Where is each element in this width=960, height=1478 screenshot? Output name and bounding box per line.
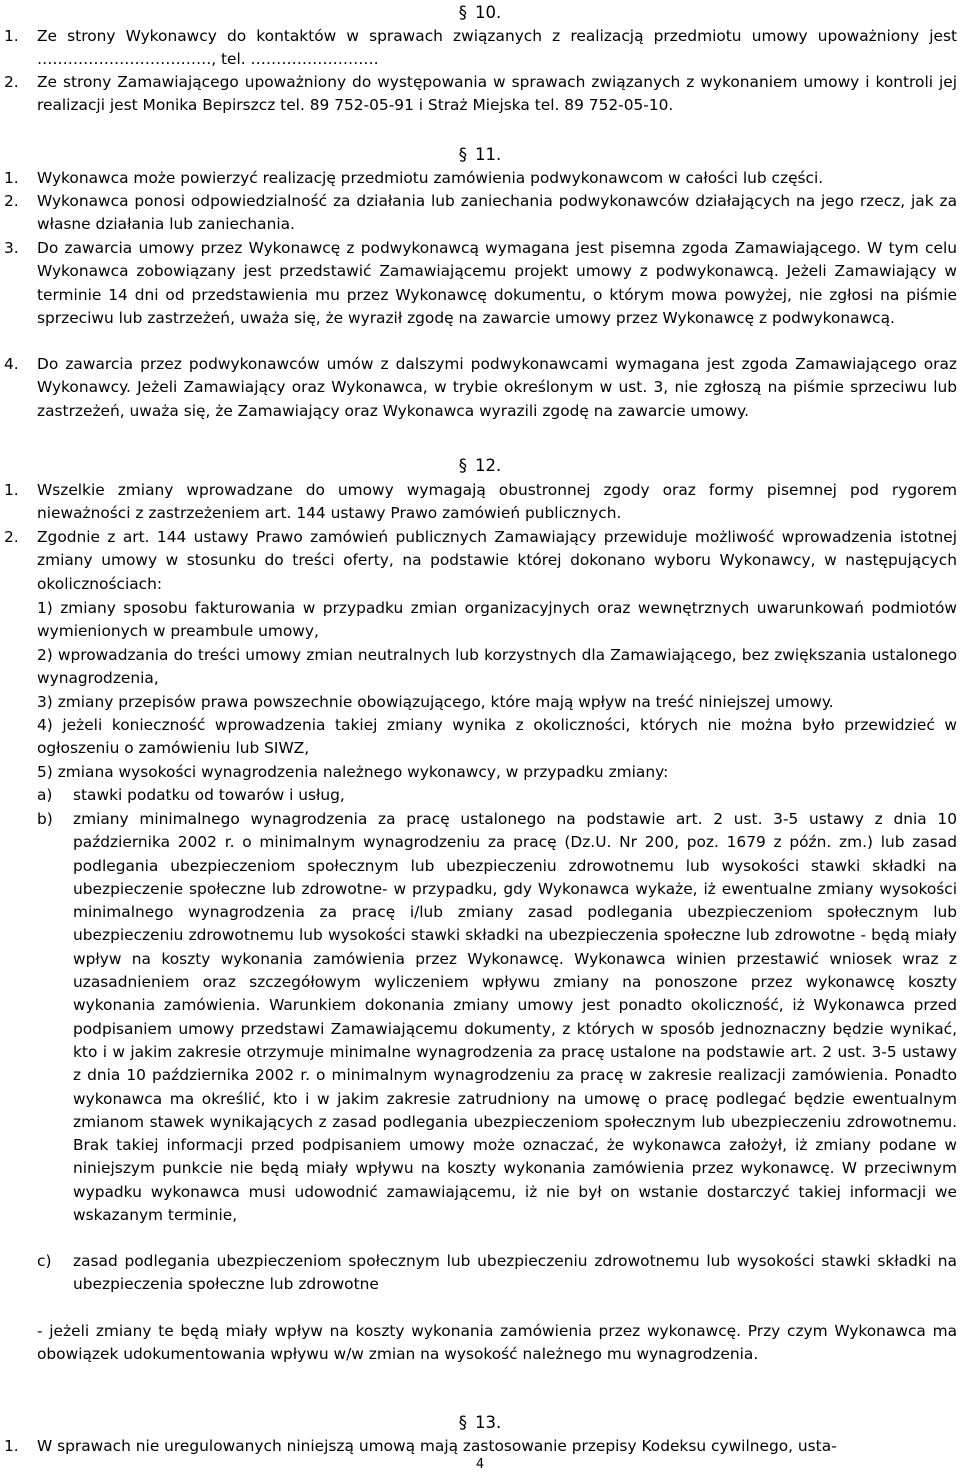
section-number: 12. (475, 456, 502, 475)
paragraph-number: 1. (4, 169, 19, 187)
paragraph-number: 2. (4, 528, 19, 546)
paragraph-text: Zgodnie z art. 144 ustawy Prawo zamówień publicznych Zamawiający przewiduje możliwość wprowadzenia istotnej zmiany umowy w stosunku do treści oferty, na podstawie której dokonano wyboru Wykonawcy, w następujących okolicznościach: (37, 528, 957, 593)
paragraph-number: 4. (4, 355, 19, 373)
paragraph-number: 1. (4, 27, 19, 45)
paragraph-text: Do zawarcia przez podwykonawców umów z dalszymi podwykonawcami wymagana jest zgoda Zamawiającego oraz Wykonawcy. Jeżeli Zamawiający oraz Wykonawca, w trybie określonym w ust. 3, nie zgłoszą na piśmie sprzeciwu lub zastrzeżeń, uważa się, że Zamawiający oraz Wykonawca wyrazili zgodę na zawarcie umowy. (37, 355, 957, 420)
section-heading-13 (0, 1412, 960, 1434)
section-symbol: § (458, 145, 467, 164)
section-number: 10. (475, 3, 502, 22)
list-item: 5) zmiana wysokości wynagrodzenia należnego wykonawcy, w przypadku zmiany: (37, 763, 669, 781)
page-number: 4 (475, 1457, 485, 1472)
paragraph-number: 2. (4, 73, 19, 91)
paragraph-number: 3. (4, 239, 19, 257)
list-item: 4) jeżeli konieczność wprowadzenia takiej zmiany wynika z okoliczności, których nie można było przewidzieć w ogłoszeniu o zamówieniu lub SIWZ, (37, 716, 957, 758)
sub-item-text: zasad podlegania ubezpieczeniom społecznym lub ubezpieczeniu zdrowotnemu lub wysokości stawki składki na ubezpieczenia społeczne lub zdrowotne (73, 1252, 957, 1294)
sub-item-text: zmiany minimalnego wynagrodzenia za pracę ustalonego na podstawie art. 2 ust. 3-5 ustawy z dnia 10 października 2002 r. o minimalnym wynagrodzeniu za pracę (Dz.U. Nr 200, poz. 1679 z późn. zm.) lub zasad podlegania ubezpieczeniom społecznym lub ubezpieczeniu zdrowotnemu lub wysokości stawki składki na ubezpieczenie społeczne lub zdrowotne- w przypadku, gdy Wykonawca wykaże, iż ewentualne zmiany wysokości minimalnego wynagrodzenia za pracę i/lub zmiany zasad podlegania ubezpieczeniom społecznym lub ubezpieczeniu zdrowotnemu lub wysokości stawki składki na ubezpieczenia społeczne lub zdrowotne - będą miały wpływ na koszty wykonania zamówienia przez Wykonawcę. Wykonawca winien przestawić wniosek wraz z uzasadnieniem oraz szczegółowym wyliczeniem wpływu zmiany na ponoszone przez wykonawcę koszty wykonania zamówienia. Warunkiem dokonania zmiany umowy jest ponadto okoliczność, iż Wykonawca przed podpisaniem umowy przedstawi Zamawiającemu dokumenty, z których w sposób jednoznaczny będzie wynikać, kto i w jakim zakresie otrzymuje minimalne wynagrodzenia za pracę ustalone na podstawie art. 2 ust. 3-5 ustawy z dnia 10 października 2002 r. o minimalnym wynagrodzeniu za pracę w zakresie realizacji zamówienia. Ponadto wykonawca ma określić, kto i w jakim zakresie zatrudniony na umowę o pracę podlegać będzie ewentualnym zmianom stawek wynikających z zasad podlegania ubezpieczeniom społecznym lub ubezpieczeniu zdrowotnemu. Brak takiej informacji przed podpisaniem umowy może oznaczać, że wykonawca założył, iż zmiany podane w niniejszym punkcie nie będą miały wpływu na koszty wykonania zamówienia przez wykonawcę. W przeciwnym wypadku wykonawca musi udowodnić zamawiającemu, iż nie był on wstanie dostarczyć takiej informacji we wskazanym terminie, (73, 810, 957, 1225)
section-symbol: § (458, 1413, 467, 1432)
section-heading-12 (0, 455, 960, 477)
paragraph-number: 1. (4, 481, 19, 499)
section-symbol: § (458, 3, 467, 22)
sub-item-label: b) (37, 810, 53, 828)
paragraph-text: Wykonawca może powierzyć realizację przedmiotu zamówienia podwykonawcom w całości lub części. (37, 169, 824, 187)
paragraph-text: Wszelkie zmiany wprowadzane do umowy wymagają obustronnej zgody oraz formy pisemnej pod rygorem nieważności z zastrzeżeniem art. 144 ustawy Prawo zamówień publicznych. (37, 481, 957, 523)
paragraph-text: W sprawach nie uregulowanych niniejszą umową mają zastosowanie przepisy Kodeksu cywilnego, usta- (37, 1437, 837, 1455)
section-symbol: § (458, 456, 467, 475)
section-heading-11 (0, 144, 960, 166)
section-heading-10 (0, 2, 960, 24)
paragraph-text: Ze strony Zamawiającego upoważniony do występowania w sprawach związanych z wykonaniem umowy i kontroli jej realizacji jest Monika Bepirszcz tel. 89 752-05-91 i Straż Miejska tel. 89 752-05-10. (37, 73, 957, 115)
paragraph-text: - jeżeli zmiany te będą miały wpływ na koszty wykonania zamówienia przez wykonawcę. Przy czym Wykonawca ma obowiązek udokumentowania wpływu w/w zmian na wysokość należnego mu wynagrodzenia. (37, 1322, 957, 1364)
list-item: 1) zmiany sposobu fakturowania w przypadku zmian organizacyjnych oraz wewnętrznych uwarunkowań podmiotów wymienionych w preambule umowy, (37, 599, 957, 641)
sub-item-label: c) (37, 1252, 52, 1270)
sub-item-label: a) (37, 786, 53, 804)
list-item: 2) wprowadzania do treści umowy zmian neutralnych lub korzystnych dla Zamawiającego, bez zwiększania ustalonego wynagrodzenia, (37, 646, 957, 688)
section-number: 13. (475, 1413, 502, 1432)
section-number: 11. (475, 145, 502, 164)
paragraph-number: 1. (4, 1437, 19, 1455)
paragraph-text: Wykonawca ponosi odpowiedzialność za działania lub zaniechania podwykonawców działających na jego rzecz, jak za własne działania lub zaniechania. (37, 192, 957, 234)
list-item: 3) zmiany przepisów prawa powszechnie obowiązującego, które mają wpływ na treść niniejszej umowy. (37, 693, 834, 711)
paragraph-text: Do zawarcia umowy przez Wykonawcę z podwykonawcą wymagana jest pisemna zgoda Zamawiającego. W tym celu Wykonawca zobowiązany jest przedstawić Zamawiającemu projekt umowy z podwykonawcą. Jeżeli Zamawiający w terminie 14 dni od przedstawienia mu przez Wykonawcę dokumentu, o którym mowa powyżej, nie zgłosi na piśmie sprzeciwu lub zastrzeżeń, uważa się, że wyraził zgodę na zawarcie umowy przez Wykonawcę z podwykonawcą. (37, 239, 957, 327)
paragraph-number: 2. (4, 192, 19, 210)
sub-item-text: stawki podatku od towarów i usług, (73, 786, 345, 804)
paragraph-text: Ze strony Wykonawcy do kontaktów w sprawach związanych z realizacją przedmiotu umowy upoważniony jest ……………………………., tel. ……………………. (37, 27, 957, 69)
